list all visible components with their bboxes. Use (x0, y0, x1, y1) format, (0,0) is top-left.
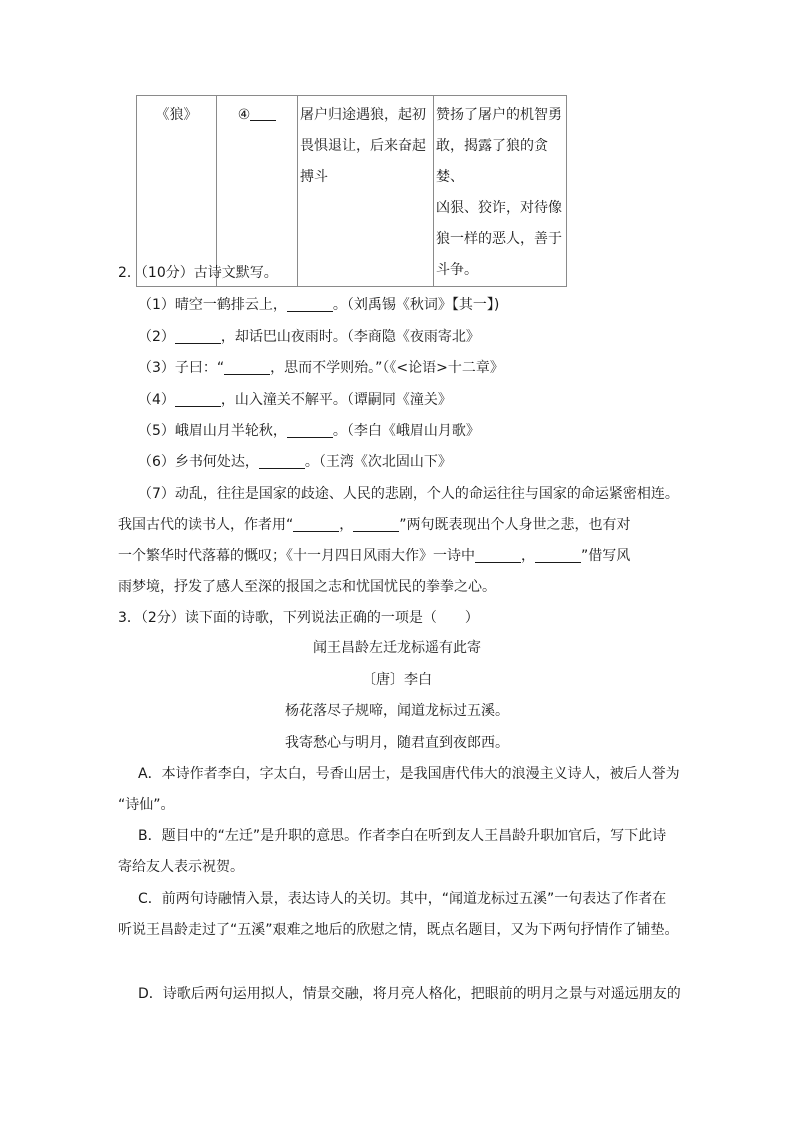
plot-line: 畏惧退让，后来奋起 (300, 138, 426, 154)
poem-line-1: 杨花落尽子规啼，闻道龙标过五溪。 (285, 703, 509, 719)
q2-item-3-after: ，思而不学则殆。”（《<论语>十二章》 (270, 360, 504, 376)
q2-item-5-before: （5）峨眉山月半轮秋， (138, 423, 287, 439)
q2-item-2-before: （2） (138, 329, 175, 345)
q2-item-3-before: （3）子曰：“ (138, 360, 225, 376)
theme-line: 凶狠、狡诈，对待像 (436, 200, 562, 216)
fill-in-blank[interactable] (287, 423, 333, 438)
q2-item-7-text: 一个繁华时代落幕的慨叹；《十一月四日风雨大作》一诗中 (118, 548, 475, 564)
fill-in-blank[interactable] (293, 517, 339, 532)
q2-item-7-text: ， (339, 517, 354, 533)
option-d-line-1: D．诗歌后两句运用拟人，情景交融，将月亮人格化，把眼前的明月之景与对遥远朋友的 (138, 986, 681, 1002)
option-c-line-1: C．前两句诗融情入景，表达诗人的关切。其中，“闻道龙标过五溪”一句表达了作者在 (138, 891, 667, 907)
q2-item-7-line-3 (118, 546, 630, 566)
option-b-line-1: B．题目中的“左迁”是升职的意思。作者李白在听到友人王昌龄升职加官后，写下此诗 (138, 828, 667, 844)
question-2-heading: 2．（10分）古诗文默写。 (118, 265, 278, 281)
poem-title: 闻王昌龄左迁龙标遥有此寄 (313, 640, 481, 656)
q2-item-7-text: 我国古代的读书人，作者用“ (118, 517, 294, 533)
literature-table (136, 95, 567, 287)
q2-item-7-text: ”两句既表现出个人身世之悲，也有对 (399, 517, 631, 533)
q2-item-5-after: 。（李白《峨眉山月歌》 (332, 423, 480, 439)
fill-in-blank[interactable] (175, 392, 221, 407)
blank-number: ④ (237, 107, 251, 123)
option-a-line-1: A．本诗作者李白，字太白，号香山居士，是我国唐代伟大的浪漫主义诗人，被后人誉为 (138, 766, 680, 782)
q2-item-4 (138, 390, 452, 410)
q2-item-7-text: ， (521, 548, 535, 564)
q2-item-7-line-4: 雨梦境，抒发了感人至深的报国之志和忧国忧民的拳拳之心。 (118, 579, 496, 595)
q2-item-6 (138, 452, 452, 472)
fill-in-blank[interactable] (535, 548, 581, 563)
q2-item-4-after: ，山入潼关不解平。（谭嗣同《潼关》 (220, 392, 452, 408)
plot-line: 屠户归途遇狼，起初 (300, 107, 426, 123)
q2-item-1-before: （1）晴空一鹤排云上， (138, 297, 287, 313)
fill-in-blank[interactable] (250, 106, 276, 121)
table-cell-number (217, 96, 298, 287)
theme-line: 狼一样的恶人，善于 (436, 231, 562, 247)
table-row (137, 96, 567, 287)
poem-author: 〔唐〕李白 (362, 672, 432, 688)
q2-item-2-after: ，却话巴山夜雨时。（李商隐《夜雨寄北》 (220, 329, 480, 345)
fill-in-blank[interactable] (353, 517, 399, 532)
q2-item-1 (138, 295, 499, 315)
q2-item-7-text: ”借写风 (581, 548, 631, 564)
theme-line: 斗争。 (436, 262, 478, 278)
fill-in-blank[interactable] (224, 360, 270, 375)
table-cell-plot (298, 96, 434, 287)
fill-in-blank[interactable] (259, 454, 305, 469)
q2-item-7-line-1: （7）动乱，往往是国家的歧途、人民的悲剧，个人的命运往往与国家的命运紧密相连。 (138, 486, 679, 502)
plot-line: 搏斗 (300, 169, 328, 185)
theme-line: 赞扬了屠户的机智勇 (436, 107, 562, 123)
theme-line: 敢，揭露了狼的贪婪、 (436, 138, 548, 185)
table-cell-theme (434, 96, 567, 287)
q2-item-2 (138, 327, 480, 347)
fill-in-blank[interactable] (287, 297, 333, 312)
poem-line-2: 我寄愁心与明月，随君直到夜郎西。 (285, 735, 509, 751)
table-cell-title (137, 96, 217, 287)
question-3-heading: 3．（2分）读下面的诗歌，下列说法正确的一项是（ ） (118, 610, 479, 626)
q2-item-6-after: 。（王湾《次北固山下》 (304, 454, 452, 470)
option-a-line-2: “诗仙”。 (118, 797, 175, 813)
option-b-line-2: 寄给友人表示祝贺。 (118, 859, 244, 875)
q2-item-4-before: （4） (138, 392, 175, 408)
fill-in-blank[interactable] (475, 548, 521, 563)
q2-item-1-after: 。（刘禹锡《秋词》【其一】) (332, 297, 500, 313)
q2-item-6-before: （6）乡书何处达， (138, 454, 259, 470)
option-c-line-2: 听说王昌龄走过了“五溪”艰难之地后的欣慰之情，既点名题目，又为下两句抒情作了铺垫。 (118, 922, 679, 938)
work-title: 《狼》 (155, 107, 198, 123)
fill-in-blank[interactable] (175, 329, 221, 344)
q2-item-3 (138, 358, 504, 378)
q2-item-5 (138, 421, 480, 441)
q2-item-7-line-2 (118, 515, 631, 535)
